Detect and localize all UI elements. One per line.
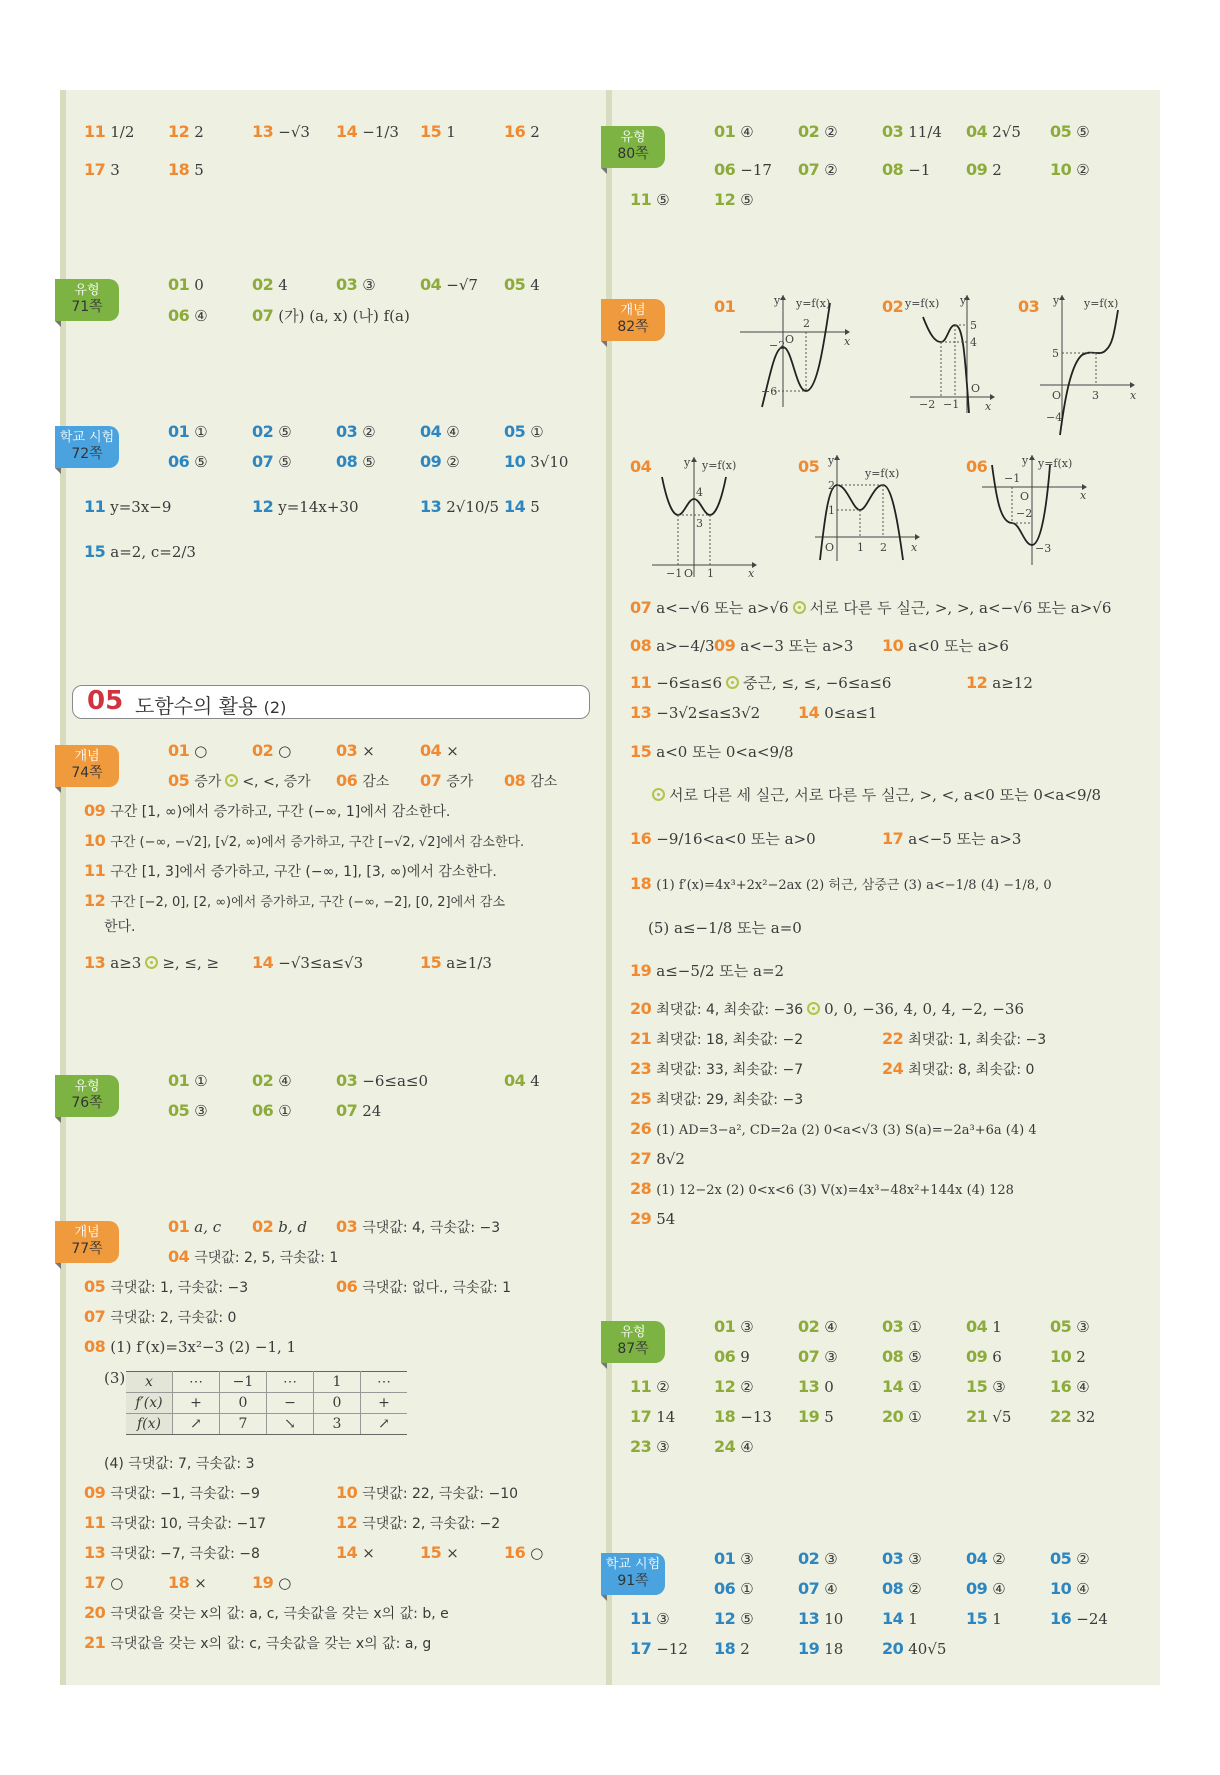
svg-text:3: 3 (1092, 389, 1099, 402)
answer-item: 08 ⑤ (882, 1347, 922, 1366)
answer-item: 16 ○ (504, 1543, 544, 1562)
answer-item: 04 ④ (420, 422, 460, 441)
answer-item: 06 감소 (336, 771, 390, 790)
answer-item: 24 ④ (714, 1437, 754, 1456)
answer-item: 09 6 (966, 1347, 1002, 1366)
answer-item: 01 ○ (168, 741, 208, 760)
answer-item: 19 a≤−5/2 또는 a=2 (630, 961, 785, 980)
answer-item: 09 ② (420, 452, 460, 471)
answer-item: 17 3 (84, 160, 120, 179)
svg-text:1: 1 (857, 541, 864, 554)
graph-label: 02 (882, 297, 904, 316)
answer-item: 16 −9/16<a<0 또는 a>0 (630, 829, 816, 848)
svg-text:y: y (1053, 294, 1060, 307)
answer-item: 04 −√7 (420, 275, 478, 294)
answer-item: 13 −3√2≤a≤3√2 (630, 703, 761, 722)
answer-item: 14 1 (882, 1609, 918, 1628)
answer-item: 10 ④ (1050, 1579, 1090, 1598)
answer-item: 11 ③ (630, 1609, 670, 1628)
tag-concept-74: 개념 74쪽 (55, 745, 119, 787)
answer-item: 28 (1) 12−2x (2) 0<x<6 (3) V(x)=4x³−48x²+144x (4) 128 (630, 1179, 1014, 1198)
answer-item: 01 ① (168, 422, 208, 441)
answer-item: 08 (1) f′(x)=3x²−3 (2) −1, 1 (84, 1337, 297, 1356)
answer-item: 07 ② (798, 160, 838, 179)
svg-text:x: x (844, 335, 851, 348)
answer-item-continued: (5) a≤−1/8 또는 a=0 (648, 919, 802, 937)
answer-item: 08 ② (882, 1579, 922, 1598)
answer-item: 07 극댓값: 2, 극솟값: 0 (84, 1307, 237, 1326)
svg-text:y=f(x): y=f(x) (1038, 457, 1073, 470)
answer-item: 13 a≥3 ≥, ≤, ≥ (84, 953, 220, 972)
answer-item: 02 ② (798, 122, 838, 141)
answer-item: 03 ③ (882, 1549, 922, 1568)
answer-item: 05 ③ (168, 1101, 208, 1120)
answer-item: 03 −6≤a≤0 (336, 1071, 429, 1090)
answer-item: 04 4 (504, 1071, 540, 1090)
svg-text:y=f(x): y=f(x) (1084, 297, 1119, 310)
svg-text:x: x (911, 541, 918, 554)
answer-item: 17 −12 (630, 1639, 688, 1658)
answer-item: 22 최댓값: 1, 최솟값: −3 (882, 1029, 1047, 1048)
graph-label: 04 (630, 457, 652, 476)
graph-01 (740, 295, 850, 419)
answer-item: 14 × (336, 1543, 375, 1562)
answer-item: 22 32 (1050, 1407, 1096, 1426)
answer-item: 01 a, c (168, 1217, 222, 1236)
quartic-graph-icon (982, 455, 1097, 570)
answer-item: 20 극댓값을 갖는 x의 값: a, c, 극솟값을 갖는 x의 값: b, e (84, 1603, 449, 1622)
answer-item: 01 ③ (714, 1549, 754, 1568)
answer-item: 18 2 (714, 1639, 750, 1658)
svg-text:O: O (785, 333, 795, 346)
answer-item: 15 1 (966, 1609, 1002, 1628)
answer-item: 10 2 (1050, 1347, 1086, 1366)
answer-item: 02 4 (252, 275, 288, 294)
answer-item: 03 ③ (336, 275, 376, 294)
answer-item: 06 ⑤ (168, 452, 208, 471)
answer-item: 16 ④ (1050, 1377, 1090, 1396)
answer-item: 07 ⑤ (252, 452, 292, 471)
tag-type-80: 유형 80쪽 (601, 126, 665, 168)
answer-item: 03 ② (336, 422, 376, 441)
answer-item: 19 ○ (252, 1573, 292, 1592)
answer-item: 29 54 (630, 1209, 676, 1228)
tag-exam-72: 학교 시험 72쪽 (55, 426, 119, 468)
answer-item: 26 (1) AD=3−a², CD=2a (2) 0<a<√3 (3) S(a)=−2a³+6a (4) 4 (630, 1119, 1037, 1138)
quartic-graph-icon (652, 456, 762, 580)
svg-text:y=f(x): y=f(x) (905, 297, 940, 310)
answer-item: 20 ① (882, 1407, 922, 1426)
answer-item: 05 ① (504, 422, 544, 441)
answer-item: 15 a≥1/3 (420, 953, 492, 972)
answer-item: 14 ① (882, 1377, 922, 1396)
answer-item: 06 ① (252, 1101, 292, 1120)
target-hint-icon (726, 676, 739, 689)
svg-text:−3: −3 (1035, 542, 1052, 555)
svg-text:5: 5 (1052, 347, 1059, 360)
answer-item: 04 2√5 (966, 122, 1021, 141)
svg-text:O: O (971, 382, 981, 395)
answer-item: 05 증가 <, <, 증가 (168, 771, 311, 790)
answer-item: 12 구간 [−2, 0], [2, ∞)에서 증가하고, 구간 (−∞, −2], [0, 2]에서 감소 (84, 891, 505, 910)
answer-item: 09 a<−3 또는 a>3 (714, 636, 854, 655)
answer-item: 12 2 (168, 122, 204, 141)
answer-item: 17 a<−5 또는 a>3 (882, 829, 1022, 848)
answer-item: 14 −√3≤a≤√3 (252, 953, 364, 972)
answer-item: 02 ④ (252, 1071, 292, 1090)
svg-text:y: y (1022, 454, 1029, 467)
tag-concept-77: 개념 77쪽 (55, 1221, 119, 1263)
answer-item: 12 y=14x+30 (252, 497, 359, 516)
svg-text:−1: −1 (666, 567, 683, 580)
tag-type-71: 유형 71쪽 (55, 279, 119, 321)
answer-item: 05 ③ (1050, 1317, 1090, 1336)
svg-text:5: 5 (970, 319, 977, 332)
target-hint-icon (145, 956, 158, 969)
graph-04 (652, 457, 762, 581)
tag-type-87: 유형 87쪽 (601, 1321, 665, 1363)
answer-item: 23 ③ (630, 1437, 670, 1456)
cubic-graph-icon (905, 295, 1015, 415)
table-row: x ⋯ −1 ⋯ 1 ⋯ (126, 1372, 407, 1393)
graph-06 (982, 455, 1097, 574)
svg-text:O: O (1020, 490, 1030, 503)
cubic-graph-icon (1040, 295, 1140, 440)
answer-item: 13 0 (798, 1377, 834, 1396)
answer-item: 05 ② (1050, 1549, 1090, 1568)
answer-item: 11 1/2 (84, 122, 135, 141)
answer-item: 05 극댓값: 1, 극솟값: −3 (84, 1277, 249, 1296)
svg-text:−2: −2 (769, 339, 786, 352)
svg-text:2: 2 (828, 479, 835, 492)
target-hint-icon (793, 601, 806, 614)
answer-item: 06 9 (714, 1347, 750, 1366)
answer-item: 06 ④ (168, 306, 208, 325)
svg-text:y=f(x): y=f(x) (796, 297, 831, 310)
svg-text:−1: −1 (1004, 472, 1021, 485)
answer-item: 09 ④ (966, 1579, 1006, 1598)
svg-text:y=f(x): y=f(x) (865, 467, 900, 480)
svg-text:y: y (774, 294, 781, 307)
svg-text:y: y (828, 454, 835, 467)
answer-item: 07 ④ (798, 1579, 838, 1598)
answer-item: 01 ③ (714, 1317, 754, 1336)
tag-type-76: 유형 76쪽 (55, 1075, 119, 1117)
answer-item: 09 2 (966, 160, 1002, 179)
svg-text:−1: −1 (943, 398, 960, 411)
table-row: f(x) ↗ 7 ↘ 3 ↗ (126, 1414, 407, 1435)
graph-label: 03 (1018, 297, 1040, 316)
answer-item: 12 극댓값: 2, 극솟값: −2 (336, 1513, 501, 1532)
answer-item: 13 극댓값: −7, 극솟값: −8 (84, 1543, 260, 1562)
answer-item: 03 11/4 (882, 122, 942, 141)
answer-item: 01 0 (168, 275, 204, 294)
answer-item: 05 ⑤ (1050, 122, 1090, 141)
answer-item: 06 −17 (714, 160, 772, 179)
answer-item: 11 ② (630, 1377, 670, 1396)
answer-subitem: (4) 극댓값: 7, 극솟값: 3 (104, 1456, 255, 1472)
answer-subitem-label: (3) (104, 1369, 126, 1387)
answer-item: 04 극댓값: 2, 5, 극솟값: 1 (168, 1247, 339, 1266)
answer-item-continued: 한다. (104, 919, 136, 935)
answer-item: 27 8√2 (630, 1149, 685, 1168)
answer-item: 15 1 (420, 122, 456, 141)
svg-text:4: 4 (696, 486, 703, 499)
answer-item: 04 1 (966, 1317, 1002, 1336)
cubic-graph-icon (740, 295, 850, 415)
svg-text:x: x (748, 567, 755, 580)
answer-item: 18 × (168, 1573, 207, 1592)
answer-item: 24 최댓값: 8, 최솟값: 0 (882, 1059, 1035, 1078)
left-column-bar (60, 90, 66, 1685)
answer-item: 10 3√10 (504, 452, 569, 471)
quartic-graph-icon (815, 455, 925, 565)
target-hint-icon (225, 774, 238, 787)
answer-item: 10 극댓값: 22, 극솟값: −10 (336, 1483, 519, 1502)
answer-item: 08 ⑤ (336, 452, 376, 471)
graph-label: 01 (714, 297, 736, 316)
answer-item: 20 40√5 (882, 1639, 947, 1658)
answer-item: 23 최댓값: 33, 최솟값: −7 (630, 1059, 804, 1078)
answer-item: 08 −1 (882, 160, 931, 179)
answer-item: 16 2 (504, 122, 540, 141)
answer-item: 20 최댓값: 4, 최솟값: −36 0, 0, −36, 4, 0, 4, −2, −36 (630, 999, 1025, 1018)
answer-item: 25 최댓값: 29, 최솟값: −3 (630, 1089, 804, 1108)
svg-text:1: 1 (707, 567, 714, 580)
graph-label: 06 (966, 457, 988, 476)
answer-item: 12 ⑤ (714, 1609, 754, 1628)
answer-item: 19 5 (798, 1407, 834, 1426)
graph-03 (1040, 295, 1140, 444)
answer-item: 12 a≥12 (966, 673, 1033, 692)
svg-text:−2: −2 (1016, 507, 1033, 520)
answer-item: 12 ② (714, 1377, 754, 1396)
answer-item: 12 ⑤ (714, 190, 754, 209)
svg-text:O: O (1052, 389, 1062, 402)
answer-item: 07 a<−√6 또는 a>√6 서로 다른 두 실근, >, >, a<−√6 또는 a>√6 (630, 598, 1112, 617)
answer-item: 16 −24 (1050, 1609, 1108, 1628)
answer-item: 11 극댓값: 10, 극솟값: −17 (84, 1513, 267, 1532)
answer-item: 02 b, d (252, 1217, 308, 1236)
sign-chart-table (126, 1371, 407, 1435)
svg-text:y=f(x): y=f(x) (702, 459, 737, 472)
answer-item: 17 14 (630, 1407, 676, 1426)
answer-item: 13 2√10/5 (420, 497, 500, 516)
svg-text:2: 2 (803, 317, 810, 330)
svg-text:−6: −6 (761, 385, 778, 398)
answer-item: 10 a<0 또는 a>6 (882, 636, 1009, 655)
answer-item: 08 감소 (504, 771, 558, 790)
answer-item: 03 극댓값: 4, 극솟값: −3 (336, 1217, 501, 1236)
answer-item: 10 ② (1050, 160, 1090, 179)
answer-item: 11 y=3x−9 (84, 497, 172, 516)
answer-item: 21 √5 (966, 1407, 1012, 1426)
answer-item: 07 24 (336, 1101, 382, 1120)
svg-text:x: x (1130, 389, 1137, 402)
answer-item: 18 5 (168, 160, 204, 179)
tag-exam-91: 학교 시험 91쪽 (601, 1553, 665, 1595)
answer-item: 03 × (336, 741, 375, 760)
answer-item: 09 극댓값: −1, 극솟값: −9 (84, 1483, 260, 1502)
svg-text:−2: −2 (919, 398, 936, 411)
answer-item: 18 (1) f′(x)=4x³+2x²−2ax (2) 허근, 삼중근 (3) a<−1/8 (4) −1/8, 0 (630, 874, 1052, 893)
answer-item: 15 a=2, c=2/3 (84, 542, 196, 561)
answer-item: 11 −6≤a≤6 중근, ≤, ≤, −6≤a≤6 (630, 673, 892, 692)
table-row: f′(x) + 0 − 0 + (126, 1393, 407, 1414)
graph-02 (905, 295, 1015, 419)
svg-text:3: 3 (696, 517, 703, 530)
answer-item: 06 ① (714, 1579, 754, 1598)
answer-item: 13 10 (798, 1609, 844, 1628)
answer-item: 02 ④ (798, 1317, 838, 1336)
svg-text:y: y (960, 294, 967, 307)
answer-item: 07 증가 (420, 771, 474, 790)
svg-text:1: 1 (828, 504, 835, 517)
answer-item: 18 −13 (714, 1407, 772, 1426)
target-hint-icon (652, 788, 665, 801)
answer-item: 13 −√3 (252, 122, 310, 141)
answer-item: 11 ⑤ (630, 190, 670, 209)
answer-item: 08 a>−4/3 (630, 636, 715, 655)
answer-item: 14 5 (504, 497, 540, 516)
svg-text:x: x (985, 400, 992, 413)
graph-05 (815, 455, 925, 569)
answer-item: 19 18 (798, 1639, 844, 1658)
answer-item: 02 ○ (252, 741, 292, 760)
answer-item: 15 ③ (966, 1377, 1006, 1396)
answer-item: 14 0≤a≤1 (798, 703, 878, 722)
answer-item: 14 −1/3 (336, 122, 399, 141)
answer-item: 05 4 (504, 275, 540, 294)
answer-item: 02 ⑤ (252, 422, 292, 441)
answer-item: 21 극댓값을 갖는 x의 값: c, 극솟값을 갖는 x의 값: a, g (84, 1633, 432, 1652)
tag-concept-82: 개념 82쪽 (601, 299, 665, 341)
answer-item: 01 ① (168, 1071, 208, 1090)
svg-text:−4: −4 (1046, 411, 1063, 424)
answer-item: 15 a<0 또는 0<a<9/8 (630, 742, 794, 761)
answer-item: 15 × (420, 1543, 459, 1562)
svg-text:O: O (684, 567, 694, 580)
answer-item: 03 ① (882, 1317, 922, 1336)
answer-item: 04 ② (966, 1549, 1006, 1568)
answer-item: 17 ○ (84, 1573, 124, 1592)
answer-item: 10 구간 (−∞, −√2], [√2, ∞)에서 증가하고, 구간 [−√2, √2]에서 감소한다. (84, 831, 525, 850)
answer-hint: 서로 다른 세 실근, 서로 다른 두 실근, >, <, a<0 또는 0<a<9/8 (648, 785, 1101, 805)
svg-text:4: 4 (970, 336, 977, 349)
answer-item: 07 (가) (a, x) (나) f(a) (252, 306, 410, 325)
target-hint-icon (807, 1002, 820, 1015)
section-heading: 05 도함수의 활용 (2) (72, 685, 590, 719)
answer-item: 02 ③ (798, 1549, 838, 1568)
answer-item: 21 최댓값: 18, 최솟값: −2 (630, 1029, 804, 1048)
svg-text:2: 2 (880, 541, 887, 554)
answer-item: 01 ④ (714, 122, 754, 141)
graph-label: 05 (798, 457, 820, 476)
answer-item: 07 ③ (798, 1347, 838, 1366)
answer-item: 04 × (420, 741, 459, 760)
svg-text:y: y (684, 456, 691, 469)
answer-item: 06 극댓값: 없다., 극솟값: 1 (336, 1277, 512, 1296)
answer-item: 09 구간 [1, ∞)에서 증가하고, 구간 (−∞, 1]에서 감소한다. (84, 801, 451, 820)
svg-text:x: x (1080, 489, 1087, 502)
svg-text:O: O (825, 541, 835, 554)
answer-item: 11 구간 [1, 3]에서 증가하고, 구간 (−∞, 1], [3, ∞)에서 감소한다. (84, 861, 497, 880)
